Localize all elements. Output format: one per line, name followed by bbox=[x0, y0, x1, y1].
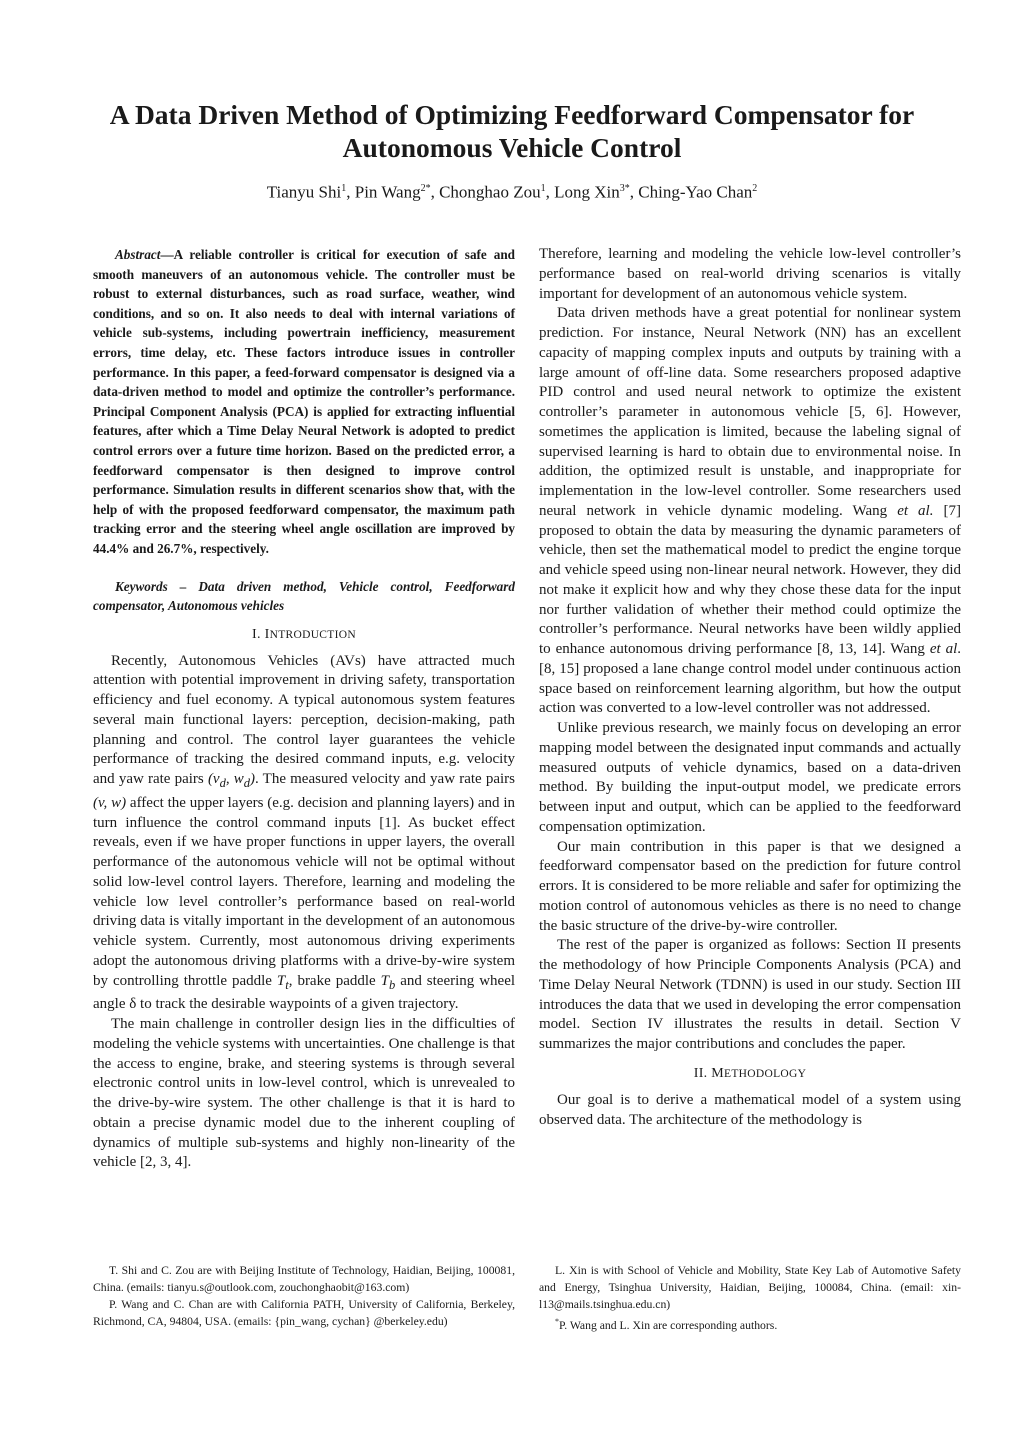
text-run: Data driven methods have a great potential for nonlinear system prediction. For instance, Neural Network (NN) has an excellent capacity of mapping complex inputs and outputs by training with a large amount of off-line data. Some researchers proposed adaptive PID control and used neural network to optimize the existent controller’s parameter in autonomous vehicle [5, 6]. However, sometimes the application is limited, because the labeling signal of supervised learning is hard to obtain due to environmental noise. In addition, the optimized result is unstable, and inappropriate for implementation in the low-level controller. Some researchers used neural network in vehicle dynamic modeling. Wang bbox=[539, 305, 961, 519]
author-affiliation: 1 bbox=[341, 183, 347, 194]
author-affiliation: 1 bbox=[540, 183, 546, 194]
math-inline: $T_t$ bbox=[276, 972, 289, 992]
math-inline: (v, w) bbox=[93, 794, 127, 811]
math-inline: $T_b$ bbox=[380, 972, 396, 992]
footnotes-left bbox=[93, 1262, 515, 1330]
author-name: Long Xin bbox=[554, 182, 620, 202]
section-title-initial: I bbox=[264, 626, 270, 642]
author-separator: , bbox=[629, 182, 639, 202]
abstract-text: —A reliable controller is critical for execution of safe and smooth maneuvers of an autonomous vehicle. The controller must be robust to external disturbances, such as road surface, weather, wind conditions, and so on. It also needs to deal with internal variations of vehicle sub-systems, including powertrain inefficiency, measurement errors, time delay, etc. These factors introduce issues in controller performance. In this paper, a feed-forward compensator is designed via a data-driven method to model and optimize the controller’s performance. Principal Component Analysis (PCA) is applied for extracting influential features, after which a Time Delay Neural Network is adopted to predict control errors over a future time horizon. Based on the predicted error, a feedforward compensator is then designed to improve control performance. Simulation results in different scenarios show that, with the help of with the proposed feedforward compensator, the maximum path tracking error and the steering wheel angle oscillation are improved by 44.4% and 26.7%, respectively. bbox=[93, 247, 515, 556]
footnote: P. Wang and C. Chan are with California PATH, University of California, Berkeley, Richmond, CA, 94804, USA. (emails: {pin_wang, cychan} @berkeley.edu) bbox=[93, 1298, 515, 1328]
footnote-mark: * bbox=[555, 1317, 559, 1326]
intro-paragraph: The main challenge in controller design lies in the difficulties of modeling the vehicle systems with uncertainties. One challenge is that the access to engine, brake, and steering systems is through several electronic control units in low-level control, which is unrevealed to the drive-by-wire system. The other challenge is that it is hard to obtain a precise dynamic model due to the inherent coupling of dynamics of multiple sub-systems and highly non-linearity of the vehicle [2, 3, 4]. bbox=[93, 1016, 515, 1171]
intro-paragraph bbox=[93, 652, 515, 1016]
section-heading-methodology bbox=[539, 1066, 961, 1082]
footnote: *P. Wang and L. Xin are corresponding authors. bbox=[555, 1317, 778, 1332]
citation-etal: et al. bbox=[897, 502, 934, 519]
abstract-label: Abstract bbox=[115, 247, 161, 262]
left-column bbox=[93, 245, 515, 1173]
author-affiliation: 3* bbox=[619, 183, 630, 194]
body-paragraph bbox=[539, 304, 961, 719]
abstract bbox=[93, 245, 515, 559]
section-heading-introduction bbox=[93, 627, 515, 643]
text-run: Recently, Autonomous Vehicles (AVs) have attracted much attention with potential improvement in driving safety, transportation efficiency and fuel economy. A typical autonomous system features several main functional layers: perception, decision-making, path planning and control. The control layer guarantees the vehicle performance of tracking the desired command inputs, e.g. velocity and yaw rate pairs bbox=[93, 652, 515, 788]
author-separator: , bbox=[346, 182, 355, 202]
author-affiliation: 2 bbox=[752, 183, 758, 194]
text-run: . [8, 15] proposed a lane change control model under continuous action space based on reinforcement learning algorithm, but how the output action was converted to a low-level controller was not addressed. bbox=[539, 641, 962, 717]
author-name: Pin Wang bbox=[354, 182, 421, 202]
footnote: L. Xin is with School of Vehicle and Mobility, State Key Lab of Automotive Safety and Energy, Tsinghua University, Haidian, Beijing, 100084, China. (email: xin-l13@mails.tsinghua.edu.cn) bbox=[539, 1264, 961, 1311]
body-paragraph: Therefore, learning and modeling the vehicle low-level controller’s performance based on real-world driving scenarios is vitally important for development of an autonomous vehicle system. bbox=[539, 246, 961, 302]
section-number: II. bbox=[693, 1065, 708, 1081]
citation-etal: et al bbox=[929, 641, 958, 657]
text-run: . The measured velocity and yaw rate pairs bbox=[255, 771, 516, 788]
text-run: [7] proposed to obtain the data by measuring the dynamic parameters of vehicle, then set the mathematical model to predict the engine torque and vehicle speed using non-linear neural network. However, they did not make it explicit how and why they chose these data for the input nor further validation of whether their method could optimize the controller’s performance. Neural networks have been wildly applied to enhance autonomous driving performance [8, 13, 14]. Wang bbox=[539, 502, 962, 657]
section-title-rest: NTRODUCTION bbox=[269, 628, 356, 641]
text-run: and steering wheel angle δ to track the desirable waypoints of a given trajectory. bbox=[93, 972, 516, 1013]
section-number: I. bbox=[252, 626, 261, 642]
author-list bbox=[60, 178, 964, 204]
math-inline: ($v_d$, $w_d$) bbox=[207, 771, 256, 791]
keywords: Keywords – Data driven method, Vehicle control, Feedforward compensator, Autonomous vehicles bbox=[93, 578, 515, 614]
section-title-rest: ETHODOLOGY bbox=[724, 1067, 807, 1080]
body-paragraph: The rest of the paper is organized as follows: Section II presents the methodology of how Principle Components Analysis (PCA) and Time Delay Neural Network (TDNN) is used in our study. Section III introduces the data that we used in developing the error compensation model. Section IV illustrates the results in detail. Section V summarizes the major contributions and concludes the paper. bbox=[539, 937, 961, 1052]
author-affiliation: 2* bbox=[420, 183, 431, 194]
right-column bbox=[539, 245, 961, 1130]
author-name: Tianyu Shi bbox=[266, 182, 342, 202]
author-name: Chonghao Zou bbox=[439, 182, 541, 202]
paper-title: A Data Driven Method of Optimizing Feedforward Compensator for Autonomous Vehicle Control bbox=[109, 99, 915, 163]
text-run: , brake paddle bbox=[288, 972, 376, 989]
footnotes-right bbox=[539, 1262, 961, 1334]
author-separator: , bbox=[545, 182, 555, 202]
body-paragraph: Our main contribution in this paper is that we designed a feedforward compensator based on the prediction for future control errors. It is considered to be more reliable and safer for optimizing the motion control of autonomous vehicles as there is no need to change the basic structure of the drive-by-wire controller. bbox=[539, 838, 961, 934]
footnote: T. Shi and C. Zou are with Beijing Institute of Technology, Haidian, Beijing, 100081, China. (emails: tianyu.s@outlook.com, zouchonghaobit@163.com) bbox=[93, 1264, 515, 1294]
body-paragraph: Unlike previous research, we mainly focus on developing an error mapping model between the designated input commands and actually measured outputs of vehicle dynamics, based on a data-driven method. By building the input-output model, we predicate errors between input and output, which can be applied to the feedforward compensation optimization. bbox=[539, 720, 961, 835]
author-name: Ching-Yao Chan bbox=[638, 182, 753, 202]
body-paragraph: Our goal is to derive a mathematical model of a system using observed data. The architecture of the methodology is bbox=[539, 1091, 961, 1128]
text-run: affect the upper layers (e.g. decision and planning layers) and in turn influence the control command inputs [1]. As bucket effect reveals, even if we have proper functions in upper layers, the overall performance of the autonomous vehicle will not be optimal without solid low-level control layers. Therefore, learning and modeling the vehicle low level controller’s performance based on real-world driving data is vitally important in the development of an autonomous vehicle system. Currently, most autonomous driving experiments adopt the autonomous driving platforms with a drive-by-wire system by controlling throttle paddle bbox=[93, 794, 515, 989]
section-title-initial: M bbox=[711, 1065, 725, 1081]
author-separator: , bbox=[430, 182, 440, 202]
